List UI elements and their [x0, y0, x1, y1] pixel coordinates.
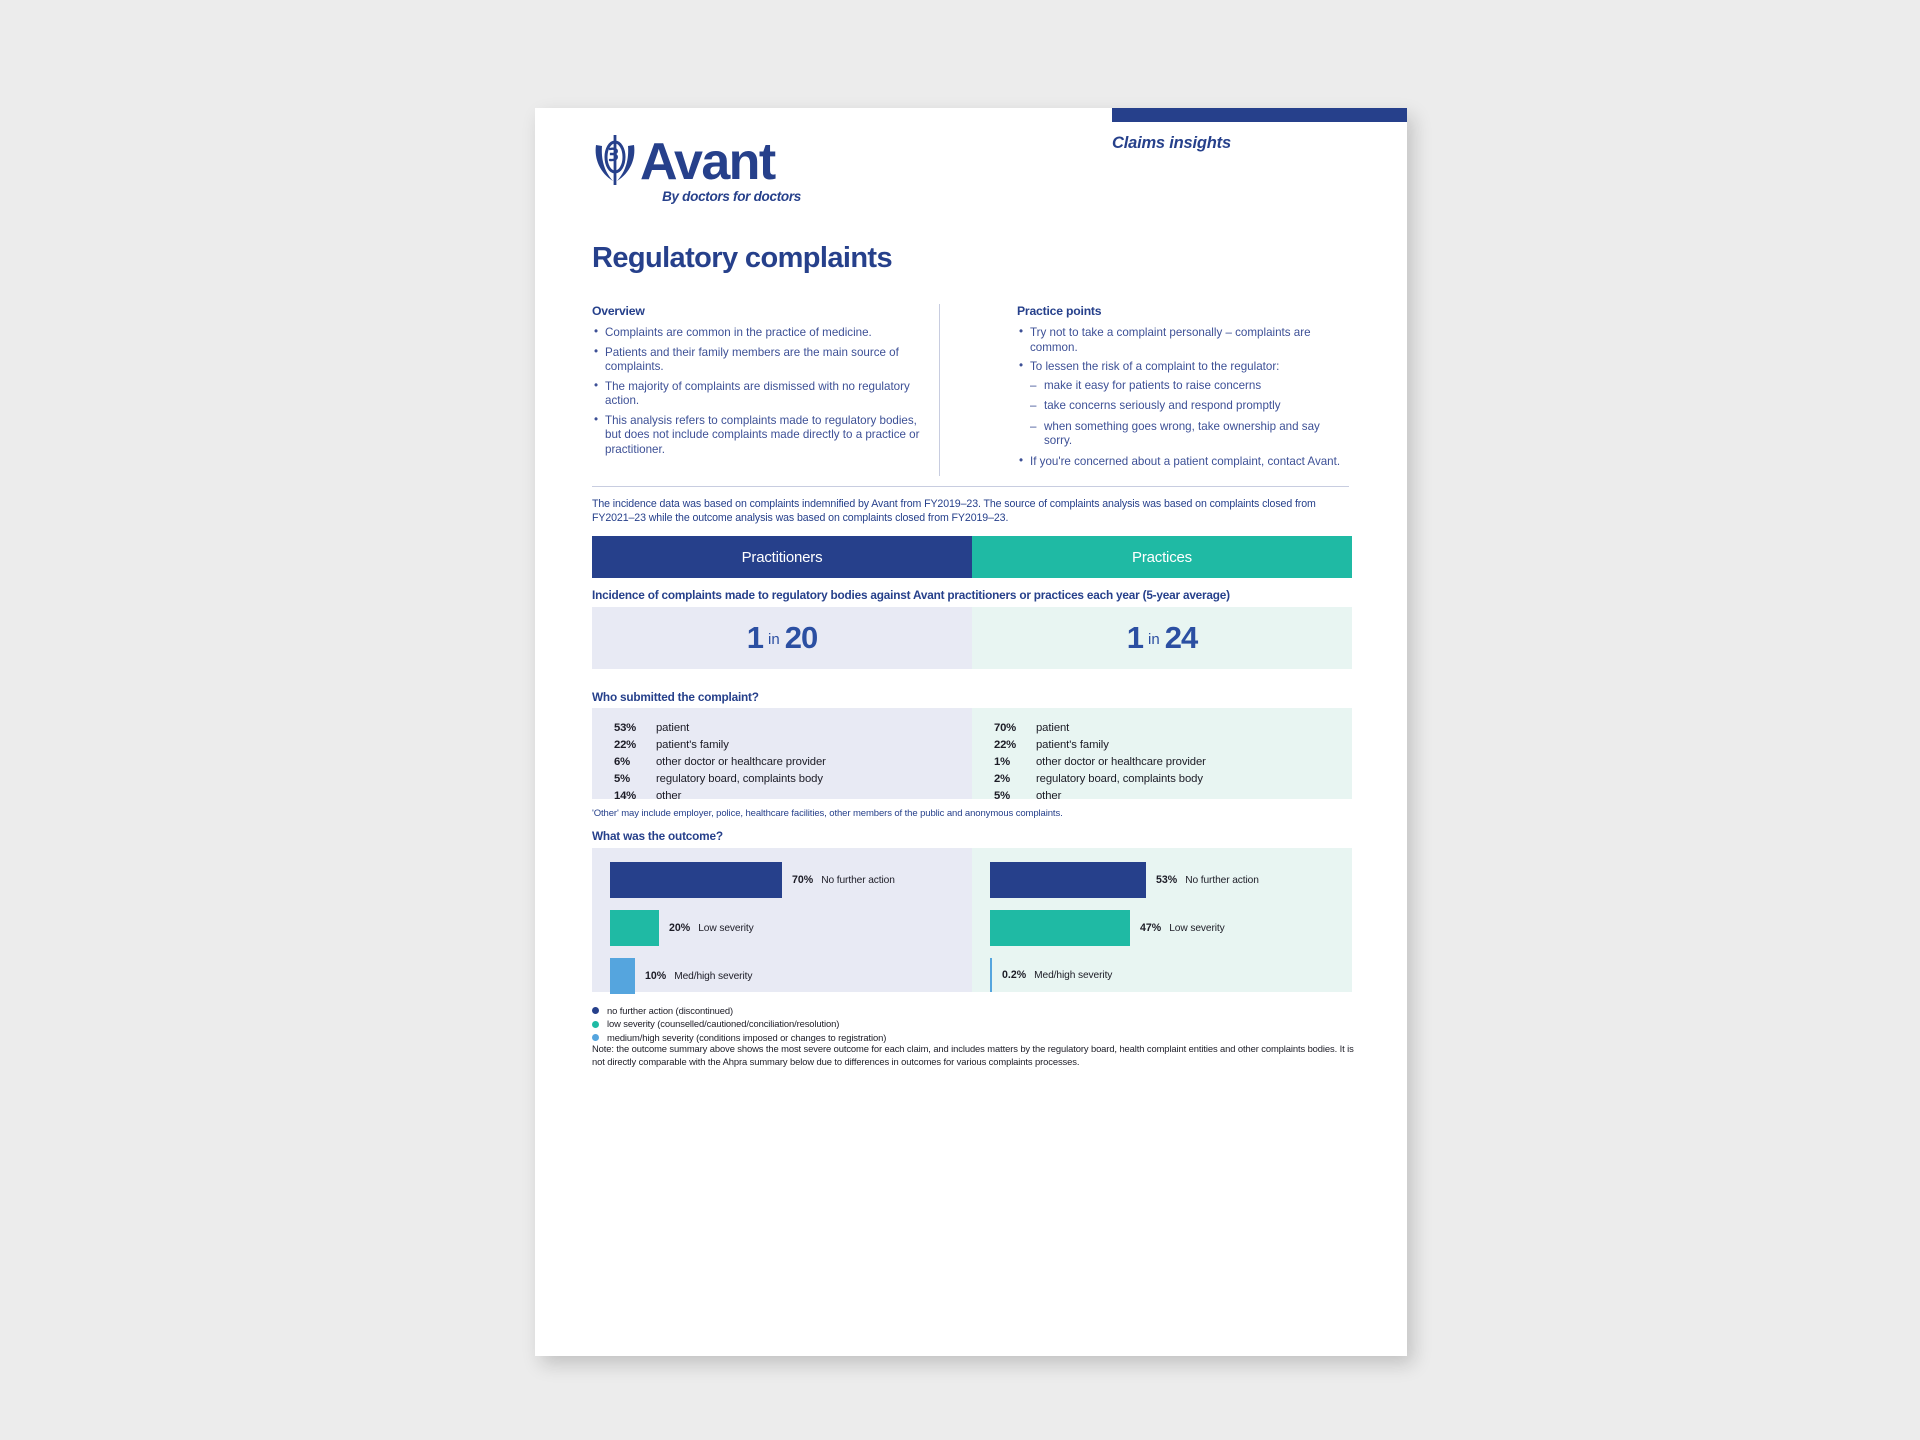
outcome-panels: [592, 848, 1352, 992]
incidence-in-word: in: [1148, 630, 1160, 648]
overview-column: [592, 304, 922, 462]
legend-dot-icon: [592, 1021, 599, 1028]
segment-tabs: [592, 536, 1352, 578]
bar-category: Med/high severity: [1034, 969, 1113, 981]
bar-group: [610, 862, 895, 898]
legend-dot-icon: [592, 1034, 599, 1041]
section-divider: [592, 486, 1349, 487]
sub-list-item: – take concerns seriously and respond promptly: [1030, 399, 1347, 413]
bar-value: 20%: [669, 922, 691, 934]
document-page: [535, 108, 1407, 1356]
bar-category: Low severity: [1169, 922, 1225, 934]
practice-points-column: [1017, 304, 1347, 474]
tab-practices[interactable]: Practices: [972, 536, 1352, 578]
list-item: • Patients and their family members are the main source of complaints.: [592, 346, 922, 375]
list-item: • The majority of complaints are dismissed with no regulatory action.: [592, 380, 922, 409]
who-pct: 22%: [614, 739, 637, 752]
list-item: • Complaints are common in the practice of medicine.: [592, 326, 922, 340]
sub-list-item: – make it easy for patients to raise concerns: [1030, 379, 1347, 393]
incidence-practices: [972, 607, 1352, 669]
incidence-practitioners: [592, 607, 972, 669]
incidence-heading: Incidence of complaints made to regulatory bodies against Avant practitioners or practices each year (5-year average): [592, 588, 1230, 602]
source-note: The incidence data was based on complaints indemnified by Avant from FY2019–23. The source of complaints analysis was based on complaints closed from FY2021–23 while the outcome analysis was based on complaints closed from FY2019–23.: [592, 498, 1316, 524]
avant-tagline: By doctors for doctors: [662, 189, 801, 204]
incidence-numerator: 1: [1126, 620, 1144, 655]
bar-low-severity: [610, 910, 659, 946]
avant-caduceus-icon: [592, 133, 638, 187]
page-title: Regulatory complaints: [592, 242, 893, 274]
who-pct: 70%: [994, 722, 1017, 734]
list-item: [994, 720, 1352, 737]
bar-category: Med/high severity: [674, 970, 753, 982]
practice-points-heading: Practice points: [1017, 304, 1102, 318]
list-item: • If you're concerned about a patient complaint, contact Avant.: [1017, 455, 1347, 469]
who-submitted-practitioners: [592, 708, 972, 803]
who-pct: 53%: [614, 722, 637, 734]
outcome-chart-practices: [972, 848, 1352, 992]
bar-value: 70%: [792, 874, 814, 886]
who-label: regulatory board, complaints body: [1036, 773, 1203, 786]
who-pct: 22%: [994, 739, 1017, 752]
bar-meta: [792, 874, 895, 886]
incidence-in-word: in: [768, 630, 780, 648]
header-accent-bar: [1112, 108, 1407, 122]
legend-label: medium/high severity (conditions imposed or changes to registration): [607, 1031, 887, 1043]
outcome-heading: What was the outcome?: [592, 829, 723, 843]
overview-heading: Overview: [592, 304, 645, 318]
who-label: regulatory board, complaints body: [656, 773, 823, 786]
practice-points-sublist: [1030, 379, 1347, 449]
bar-med-high-severity: [610, 958, 635, 994]
bar-value: 47%: [1140, 922, 1162, 934]
list-item: [994, 771, 1352, 788]
bar-value: 0.2%: [1002, 969, 1027, 981]
bar-med-high-severity: [990, 958, 992, 992]
practice-points-list: [1017, 326, 1347, 469]
list-item: • This analysis refers to complaints made to regulatory bodies, but does not include complaints made directly to a practice or practitioner.: [592, 414, 922, 457]
overview-list: [592, 326, 922, 457]
incidence-panels: [592, 607, 1352, 669]
list-item: [614, 771, 972, 788]
avant-wordmark: Avant: [640, 133, 775, 192]
who-label: patient's family: [1036, 739, 1109, 752]
bar-category: Low severity: [698, 922, 754, 934]
column-divider: [939, 304, 940, 476]
list-item: [994, 788, 1352, 805]
who-pct: 5%: [614, 773, 630, 786]
legend-label: low severity (counselled/cautioned/conciliation/resolution): [607, 1018, 840, 1030]
bar-group: [610, 958, 752, 994]
bar-low-severity: [990, 910, 1130, 946]
who-pct: 14%: [614, 790, 637, 803]
who-label: patient's family: [656, 739, 729, 752]
incidence-denominator: 20: [784, 620, 818, 655]
list-item: [614, 720, 972, 737]
incidence-numerator: 1: [746, 620, 764, 655]
chart-legend: [592, 1004, 1352, 1044]
bar-meta: [669, 922, 754, 934]
bar-meta: [645, 970, 752, 982]
outcome-note: Note: the outcome summary above shows the most severe outcome for each claim, and includes matters by the regulatory board, health complaint entities and other complaints bodies. It is not directly comparable with the Ahpra summary below due to differences in outcomes for various complaints processes.: [592, 1043, 1354, 1068]
legend-item: [592, 1004, 1352, 1017]
header-eyebrow: Claims insights: [1112, 134, 1231, 152]
who-submitted-heading: Who submitted the complaint?: [592, 690, 759, 704]
who-label: other doctor or healthcare provider: [1036, 756, 1206, 769]
list-item: [614, 788, 972, 805]
bar-group: [990, 862, 1259, 898]
bar-value: 10%: [645, 970, 667, 982]
who-submitted-panels: [592, 708, 1352, 803]
who-pct: 6%: [614, 756, 630, 769]
list-item: [614, 737, 972, 754]
who-label: patient: [1036, 722, 1070, 734]
who-submitted-practices: [972, 708, 1352, 803]
legend-item: [592, 1017, 1352, 1030]
outcome-chart-practitioners: [592, 848, 972, 992]
list-item-text: To lessen the risk of a complaint to the regulator:: [1030, 360, 1280, 374]
bar-group: [610, 910, 754, 946]
bar-meta: [1140, 922, 1225, 934]
sub-list-item: – when something goes wrong, take ownership and say sorry.: [1030, 420, 1347, 449]
bar-no-further-action: [610, 862, 782, 898]
list-item: [614, 754, 972, 771]
list-item: [994, 737, 1352, 754]
bar-no-further-action: [990, 862, 1146, 898]
avant-logo: [592, 133, 802, 213]
incidence-denominator: 24: [1164, 620, 1198, 655]
legend-dot-icon: [592, 1007, 599, 1014]
who-pct: 1%: [994, 756, 1010, 769]
bar-category: No further action: [1185, 874, 1259, 886]
bar-meta: [1156, 874, 1259, 886]
other-footnote: 'Other' may include employer, police, healthcare facilities, other members of the public and anonymous complaints.: [592, 808, 1063, 819]
list-item: [1017, 360, 1347, 448]
list-item: • Try not to take a complaint personally – complaints are common.: [1017, 326, 1347, 355]
who-label: other doctor or healthcare provider: [656, 756, 826, 769]
bar-value: 53%: [1156, 874, 1178, 886]
bar-group: [990, 910, 1225, 946]
who-pct: 2%: [994, 773, 1010, 786]
tab-practitioners[interactable]: Practitioners: [592, 536, 972, 578]
bar-category: No further action: [821, 874, 895, 886]
legend-label: no further action (discontinued): [607, 1005, 734, 1016]
who-label: other: [1036, 790, 1062, 803]
who-label: other: [656, 790, 682, 803]
bar-group: [990, 958, 1112, 992]
who-label: patient: [656, 722, 690, 734]
who-pct: 5%: [994, 790, 1010, 803]
list-item: [994, 754, 1352, 771]
bar-meta: [1002, 969, 1112, 981]
